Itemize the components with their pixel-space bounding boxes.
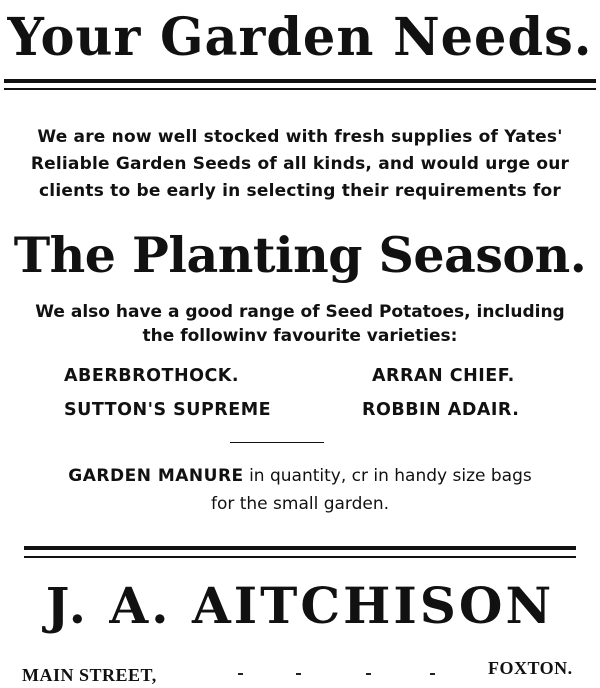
section-divider (230, 442, 324, 443)
leader-dash (296, 673, 301, 675)
footer-rule-thick (24, 546, 576, 550)
leader-dash (430, 673, 435, 675)
headline-rule-thin (4, 88, 596, 90)
season-heading: The Planting Season. (13, 226, 587, 284)
intro-line: clients to be early in selecting their requirements for (39, 181, 561, 201)
manure-line: for the small garden. (210, 494, 390, 514)
variety-item: ABERBROTHOCK. (64, 366, 240, 386)
leader-dash (366, 673, 371, 675)
merchant-name: J. A. AITCHISON (45, 576, 555, 635)
potatoes-line: the followinv favourite varieties: (142, 326, 458, 346)
headline: Your Garden Needs. (7, 7, 593, 68)
variety-item: ROBBIN ADAIR. (362, 400, 520, 420)
variety-item: SUTTON'S SUPREME (64, 400, 272, 420)
manure-paragraph (10, 462, 590, 518)
manure-caps: GARDEN MANURE (68, 466, 244, 486)
town-name: FOXTON. (488, 658, 573, 678)
intro-paragraph (14, 124, 586, 205)
footer-rule-thin (24, 556, 576, 558)
manure-line (10, 462, 590, 490)
potatoes-line: We also have a good range of Seed Potatoes, including (35, 302, 565, 322)
intro-line: We are now well stocked with fresh supplies of Yates' (37, 127, 563, 147)
variety-item: ARRAN CHIEF. (372, 366, 515, 386)
street-address: MAIN STREET, (22, 665, 157, 685)
manure-rest: in quantity, cr in handy size bags (249, 466, 532, 486)
potatoes-paragraph (10, 300, 590, 348)
headline-rule-thick (4, 79, 596, 83)
intro-line: Reliable Garden Seeds of all kinds, and would urge our (30, 154, 570, 174)
leader-dash (238, 673, 243, 675)
